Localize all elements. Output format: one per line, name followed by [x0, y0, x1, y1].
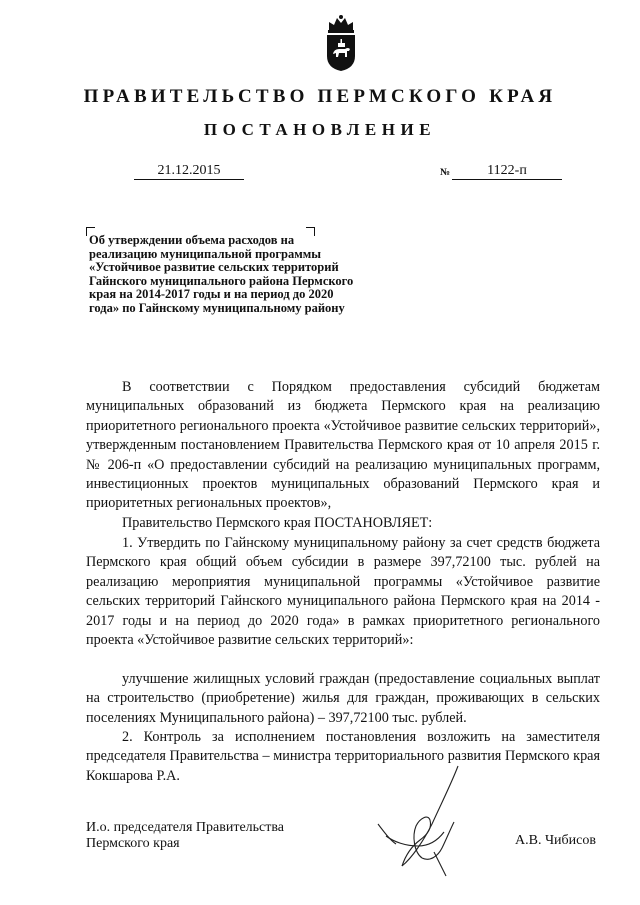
perm-krai-coat-of-arms-icon — [321, 14, 361, 72]
handwritten-signature-icon — [372, 762, 472, 880]
resolution-paragraph: Правительство Пермского края ПОСТАНОВЛЯЕТ: — [122, 515, 433, 531]
signatory-position-line-2: Пермского края — [86, 836, 180, 851]
document-number: 1122-п — [452, 162, 562, 180]
preamble-paragraph: В соответствии с Порядком предоставления субсидий бюджетам муниципальных образований из бюджета Пермского края на реализацию приоритетного регионального проекта «Устойчивое развитие сельских территорий», утвержденным постановлением Правительства Пермского края от 10 апреля 2015 г. № 206-п «О предоставлении субсидий на реализацию муниципальных программ, инвестиционных проектов муниципальных образований Пермского края и приоритетных региональных проектов», — [86, 379, 600, 512]
document-date: 21.12.2015 — [134, 162, 244, 180]
document-subject: Об утверждении объема расходов на реализацию муниципальной программы «Устойчивое развитие сельских территорий Гайнского муниципального района Пермского края на 2014-2017 годы и на период до 2020 года» по Гайнскому муниципальному району — [89, 233, 354, 315]
document-type: ПОСТАНОВЛЕНИЕ — [203, 120, 437, 139]
clause-1-paragraph: 1. Утвердить по Гайнскому муниципальному району за счет средств бюджета Пермского края общий объем субсидии в размере 397,72100 тыс. рублей на реализацию мероприятия муниципальной программы «Устойчивое развитие сельских территорий Гайнского муниципального района Пермского края на 2014 - 2017 годы и на период до 2020 года» в рамках приоритетного регионального проекта «Устойчивое развитие сельских территорий»: — [86, 535, 600, 649]
signatory-name: А.В. Чибисов — [515, 833, 596, 848]
government-title: ПРАВИТЕЛЬСТВО ПЕРМСКОГО КРАЯ — [83, 86, 557, 107]
number-sign: № — [440, 167, 451, 178]
clause-2-paragraph: 2. Контроль за исполнением постановления возложить на заместителя председателя Правительства – министра территориального развития Пермского края Кокшарова Р.А. — [86, 729, 600, 784]
signatory-position-line-1: И.о. председателя Правительства — [86, 820, 285, 835]
clause-1-item-paragraph: улучшение жилищных условий граждан (предоставление социальных выплат на строительство (приобретение) жилья для граждан, проживающих в сельских поселениях Муниципального района) – 397,72100 тыс. рублей. — [86, 671, 600, 726]
signatory-position — [86, 820, 284, 852]
